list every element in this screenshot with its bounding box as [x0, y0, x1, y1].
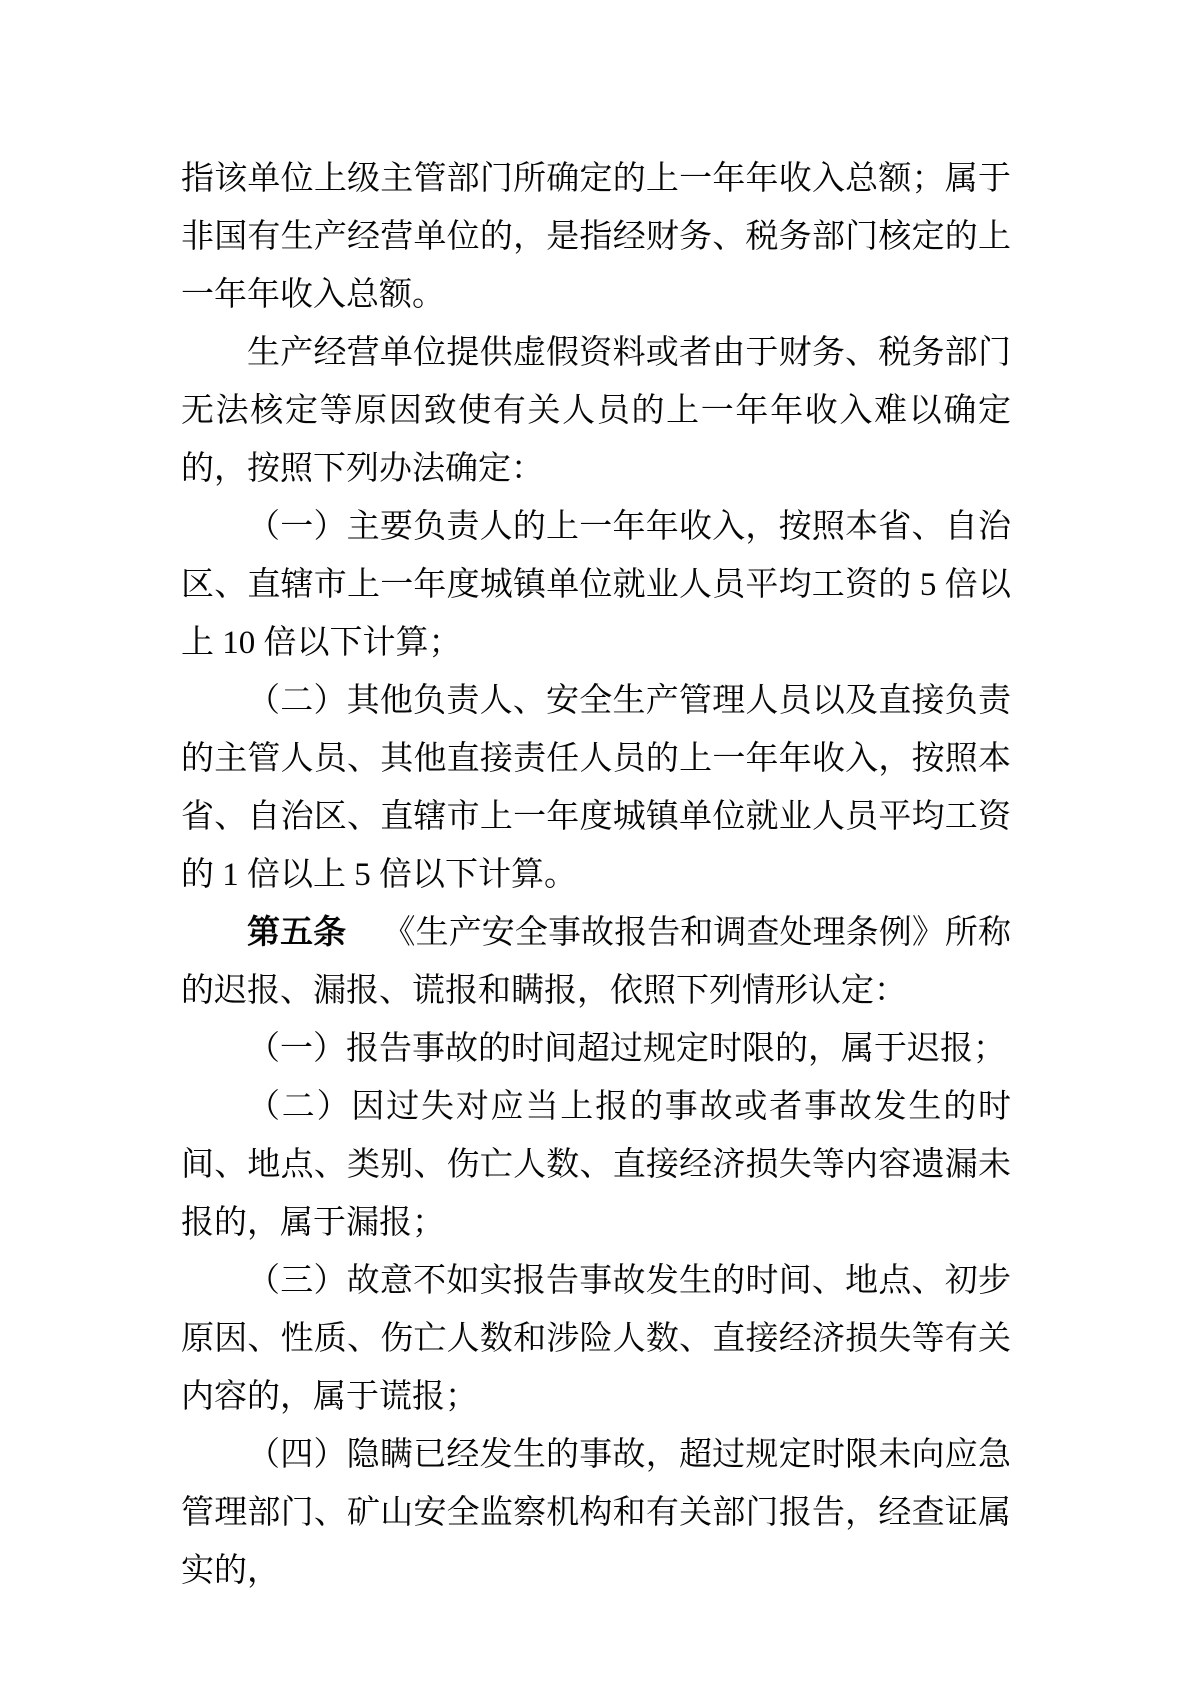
document-text-block [181, 150, 1011, 1600]
paragraph: 生产经营单位提供虚假资料或者由于财务、税务部门无法核定等原因致使有关人员的上一年年收入难以确定的，按照下列办法确定： [181, 335, 1011, 487]
paragraph-clause-1: （一）主要负责人的上一年年收入，按照本省、自治区、直辖市上一年度城镇单位就业人员平均工资的 5 倍以上 10 倍以下计算； [181, 509, 1011, 661]
paragraph-article-5 [181, 904, 1011, 1020]
paragraph-item-1: （一）报告事故的时间超过规定时限的，属于迟报； [247, 1031, 1006, 1067]
paragraph-item-2: （二）因过失对应当上报的事故或者事故发生的时间、地点、类别、伤亡人数、直接经济损失等内容遗漏未报的，属于漏报； [181, 1089, 1011, 1241]
paragraph-clause-2: （二）其他负责人、安全生产管理人员以及直接负责的主管人员、其他直接责任人员的上一年年收入，按照本省、自治区、直辖市上一年度城镇单位就业人员平均工资的 1 倍以上 5 倍以下计算。 [181, 683, 1011, 893]
paragraph-item-3: （三）故意不如实报告事故发生的时间、地点、初步原因、性质、伤亡人数和涉险人数、直接经济损失等有关内容的，属于谎报； [181, 1263, 1011, 1415]
paragraph-item-4: （四）隐瞒已经发生的事故，超过规定时限未向应急管理部门、矿山安全监察机构和有关部门报告，经查证属实的， [181, 1437, 1011, 1589]
paragraph-continuation: 指该单位上级主管部门所确定的上一年年收入总额；属于非国有生产经营单位的，是指经财务、税务部门核定的上一年年收入总额。 [181, 161, 1011, 313]
article-number-label: 第五条 [247, 915, 347, 951]
article-body-text: 《生产安全事故报告和调查处理条例》所称的迟报、漏报、谎报和瞒报，依照下列情形认定： [181, 915, 1012, 1009]
